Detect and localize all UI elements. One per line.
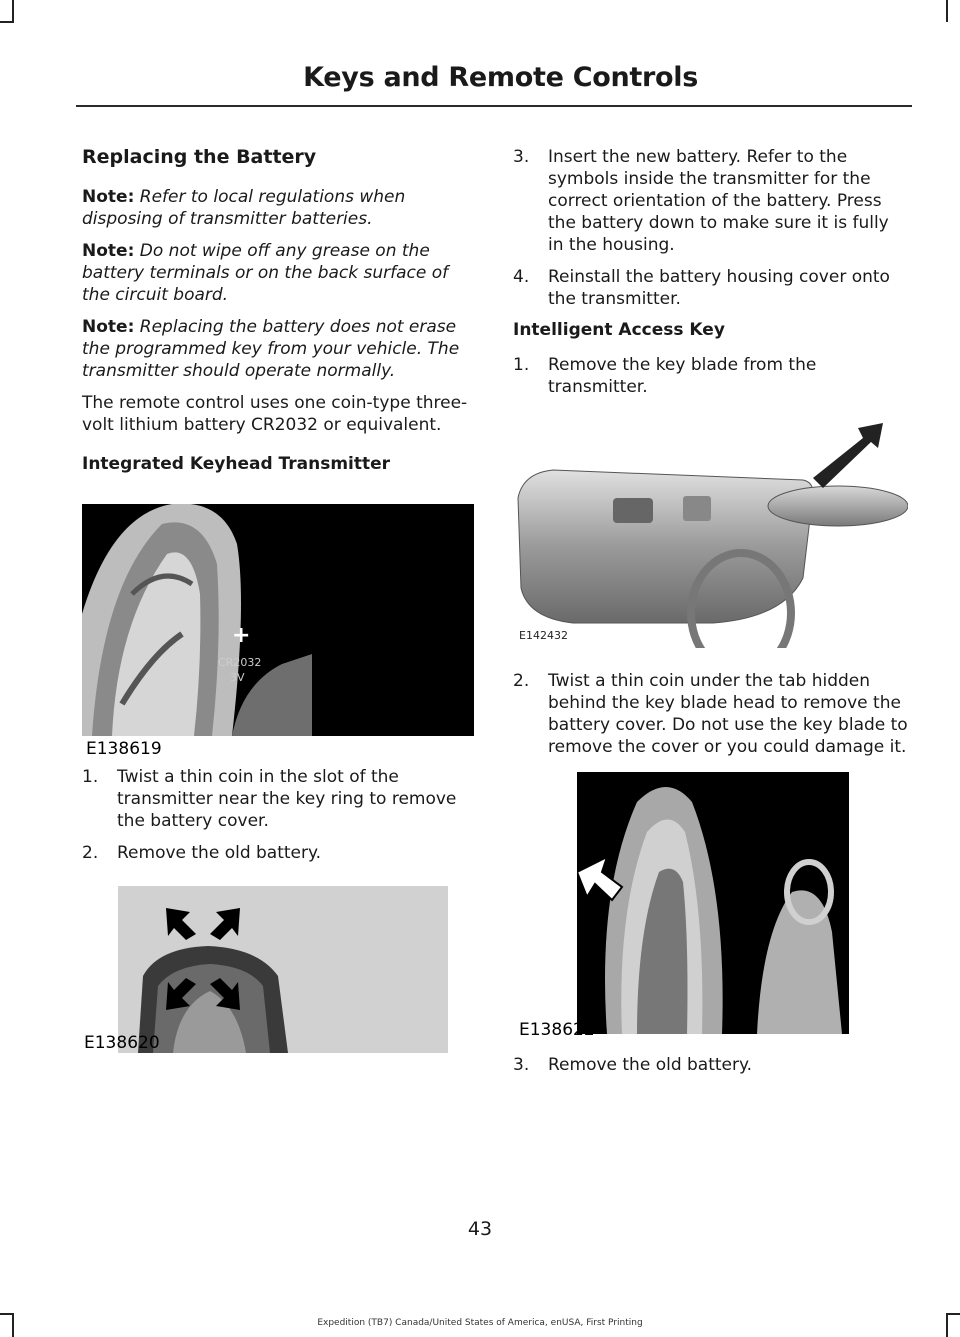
- right-column: [513, 146, 909, 1086]
- list-item: [513, 266, 909, 310]
- figure-keyhead-battery: [82, 504, 474, 759]
- note: [82, 240, 474, 306]
- step-text: Remove the old battery.: [117, 843, 322, 863]
- list-item: [82, 766, 474, 832]
- page-number: 43: [467, 1218, 493, 1240]
- step-list: [513, 146, 909, 310]
- left-column: [82, 146, 474, 1053]
- intelligent-key-illustration: [513, 418, 908, 648]
- step-number: 1.: [513, 355, 530, 375]
- step-number: 2.: [82, 843, 99, 863]
- step-text: Remove the old battery.: [548, 1055, 753, 1075]
- footer-text: Expedition (TB7) Canada/United States of America, enUSA, First Printing: [317, 1318, 643, 1328]
- step-number: 1.: [82, 767, 99, 787]
- page-title: Keys and Remote Controls: [303, 62, 698, 93]
- note-label: Note:: [82, 317, 135, 337]
- step-list: [82, 766, 474, 864]
- step-list: [513, 354, 909, 398]
- note-label: Note:: [82, 241, 135, 261]
- battery-voltage-label: 3V: [230, 671, 245, 684]
- step-number: 4.: [513, 267, 530, 287]
- crop-mark: [0, 21, 14, 23]
- remove-battery-illustration: [118, 886, 448, 1053]
- header-divider: [76, 105, 912, 107]
- figure-code: E138622: [519, 1020, 595, 1040]
- crop-mark: [946, 1313, 960, 1315]
- battery-type-label: CR2032: [218, 656, 262, 669]
- subsection-heading: Integrated Keyhead Transmitter: [82, 454, 391, 474]
- crop-mark: [12, 0, 14, 22]
- body-paragraph: The remote control uses one coin-type three-volt lithium battery CR2032 or equivalent.: [82, 393, 468, 435]
- step-text: Twist a thin coin in the slot of the transmitter near the key ring to remove the battery cover.: [117, 767, 457, 831]
- list-item: [513, 1054, 909, 1076]
- list-item: [82, 842, 474, 864]
- list-item: [513, 146, 909, 256]
- note-text: Refer to local regulations when disposing of transmitter batteries.: [82, 187, 406, 229]
- subsection-heading: Intelligent Access Key: [513, 320, 725, 340]
- figure-code: E138620: [84, 1033, 160, 1053]
- step-text: Remove the key blade from the transmitter.: [548, 355, 817, 397]
- keyhead-illustration: [82, 504, 474, 736]
- crop-mark: [0, 1313, 14, 1315]
- step-number: 2.: [513, 671, 530, 691]
- note: [82, 186, 474, 230]
- figure-code: E138619: [86, 739, 162, 759]
- step-text: Twist a thin coin under the tab hidden behind the key blade head to remove the battery cover. Do not use the key blade to remove the cover or you could damage it.: [548, 671, 908, 757]
- step-list: [513, 670, 909, 758]
- list-item: [513, 354, 909, 398]
- step-number: 3.: [513, 147, 530, 167]
- step-text: Reinstall the battery housing cover onto the transmitter.: [548, 267, 890, 309]
- section-heading: Replacing the Battery: [82, 146, 317, 168]
- figure-code: E142432: [519, 629, 568, 642]
- coin-under-tab-illustration: [577, 772, 849, 1034]
- note: [82, 316, 474, 382]
- figure-intelligent-key: [513, 418, 908, 648]
- crop-mark: [946, 0, 948, 22]
- step-number: 3.: [513, 1055, 530, 1075]
- note-text: Replacing the battery does not erase the programmed key from your vehicle. The transmitter should operate normally.: [82, 317, 460, 381]
- note-text: Do not wipe off any grease on the battery terminals or on the back surface of the circuit board.: [82, 241, 449, 305]
- note-label: Note:: [82, 187, 135, 207]
- figure-coin-under-tab: [519, 772, 849, 1040]
- list-item: [513, 670, 909, 758]
- polarity-label: +: [232, 623, 251, 648]
- step-text: Insert the new battery. Refer to the symbols inside the transmitter for the correct orientation of the battery. Press the battery down to make sure it is fully in the housing.: [548, 147, 889, 255]
- figure-remove-cover: [84, 886, 448, 1053]
- direction-arrow-icon: [813, 423, 883, 488]
- step-list: [513, 1054, 909, 1076]
